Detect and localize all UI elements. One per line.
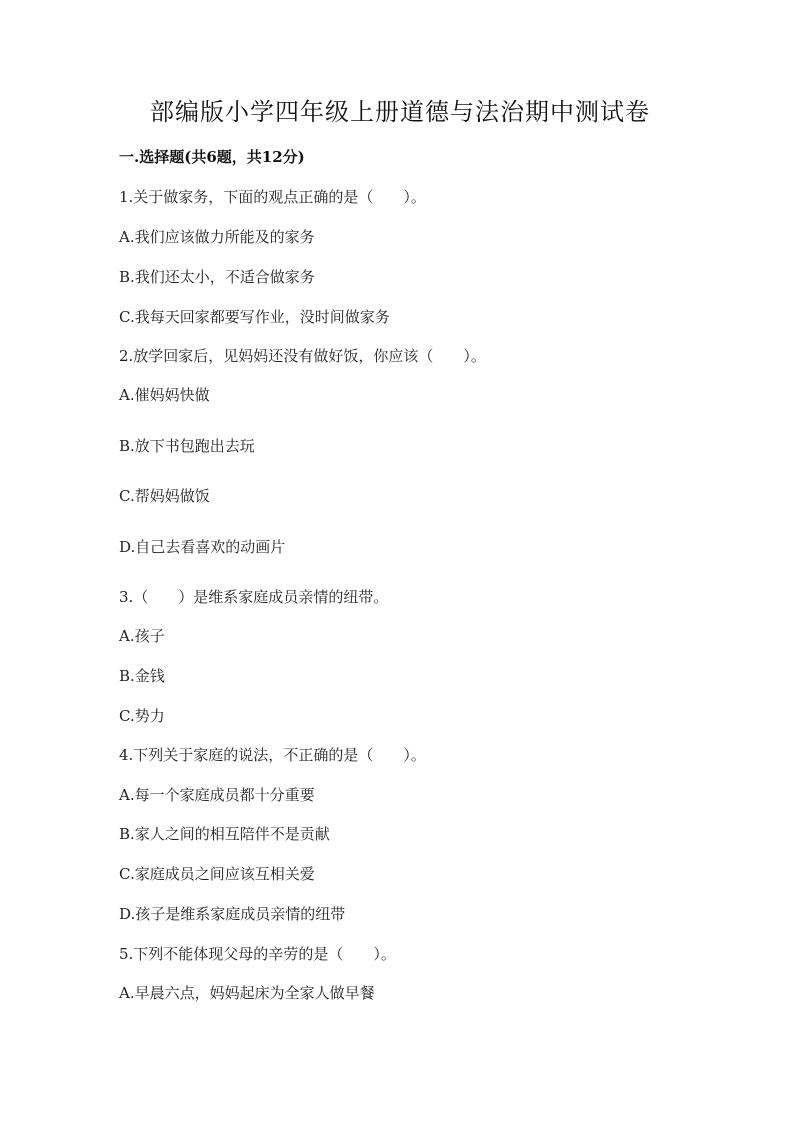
page-title: 部编版小学四年级上册道德与法治期中测试卷 — [150, 98, 650, 126]
question-stem-3: 3.（ ）是维系家庭成员亲情的纽带。 — [119, 588, 389, 606]
question-2-option-a: A.催妈妈快做 — [119, 386, 210, 404]
question-5-option-a: A.早晨六点，妈妈起床为全家人做早餐 — [119, 984, 375, 1002]
question-3-option-a: A.孩子 — [119, 627, 165, 645]
question-1-option-b: B.我们还太小，不适合做家务 — [119, 268, 315, 286]
question-stem-1: 1.关于做家务，下面的观点正确的是（ ）。 — [119, 188, 426, 206]
question-2-option-c: C.帮妈妈做饭 — [119, 487, 210, 505]
section-heading: 一.选择题(共6题，共12分) — [119, 148, 305, 166]
question-3-option-b: B.金钱 — [119, 667, 165, 685]
question-stem-2: 2.放学回家后，见妈妈还没有做好饭，你应该（ ）。 — [119, 347, 486, 365]
question-2-option-d: D.自己去看喜欢的动画片 — [119, 538, 286, 556]
question-1-option-c: C.我每天回家都要写作业，没时间做家务 — [119, 308, 390, 326]
question-3-option-c: C.势力 — [119, 707, 165, 725]
question-4-option-c: C.家庭成员之间应该互相关爱 — [119, 865, 315, 883]
question-1-option-a: A.我们应该做力所能及的家务 — [119, 228, 315, 246]
question-4-option-a: A.每一个家庭成员都十分重要 — [119, 786, 315, 804]
question-stem-4: 4.下列关于家庭的说法，不正确的是（ ）。 — [119, 746, 426, 764]
question-4-option-b: B.家人之间的相互陪伴不是贡献 — [119, 825, 330, 843]
question-4-option-d: D.孩子是维系家庭成员亲情的纽带 — [119, 905, 346, 923]
question-stem-5: 5.下列不能体现父母的辛劳的是（ ）。 — [119, 945, 396, 963]
question-2-option-b: B.放下书包跑出去玩 — [119, 437, 255, 455]
